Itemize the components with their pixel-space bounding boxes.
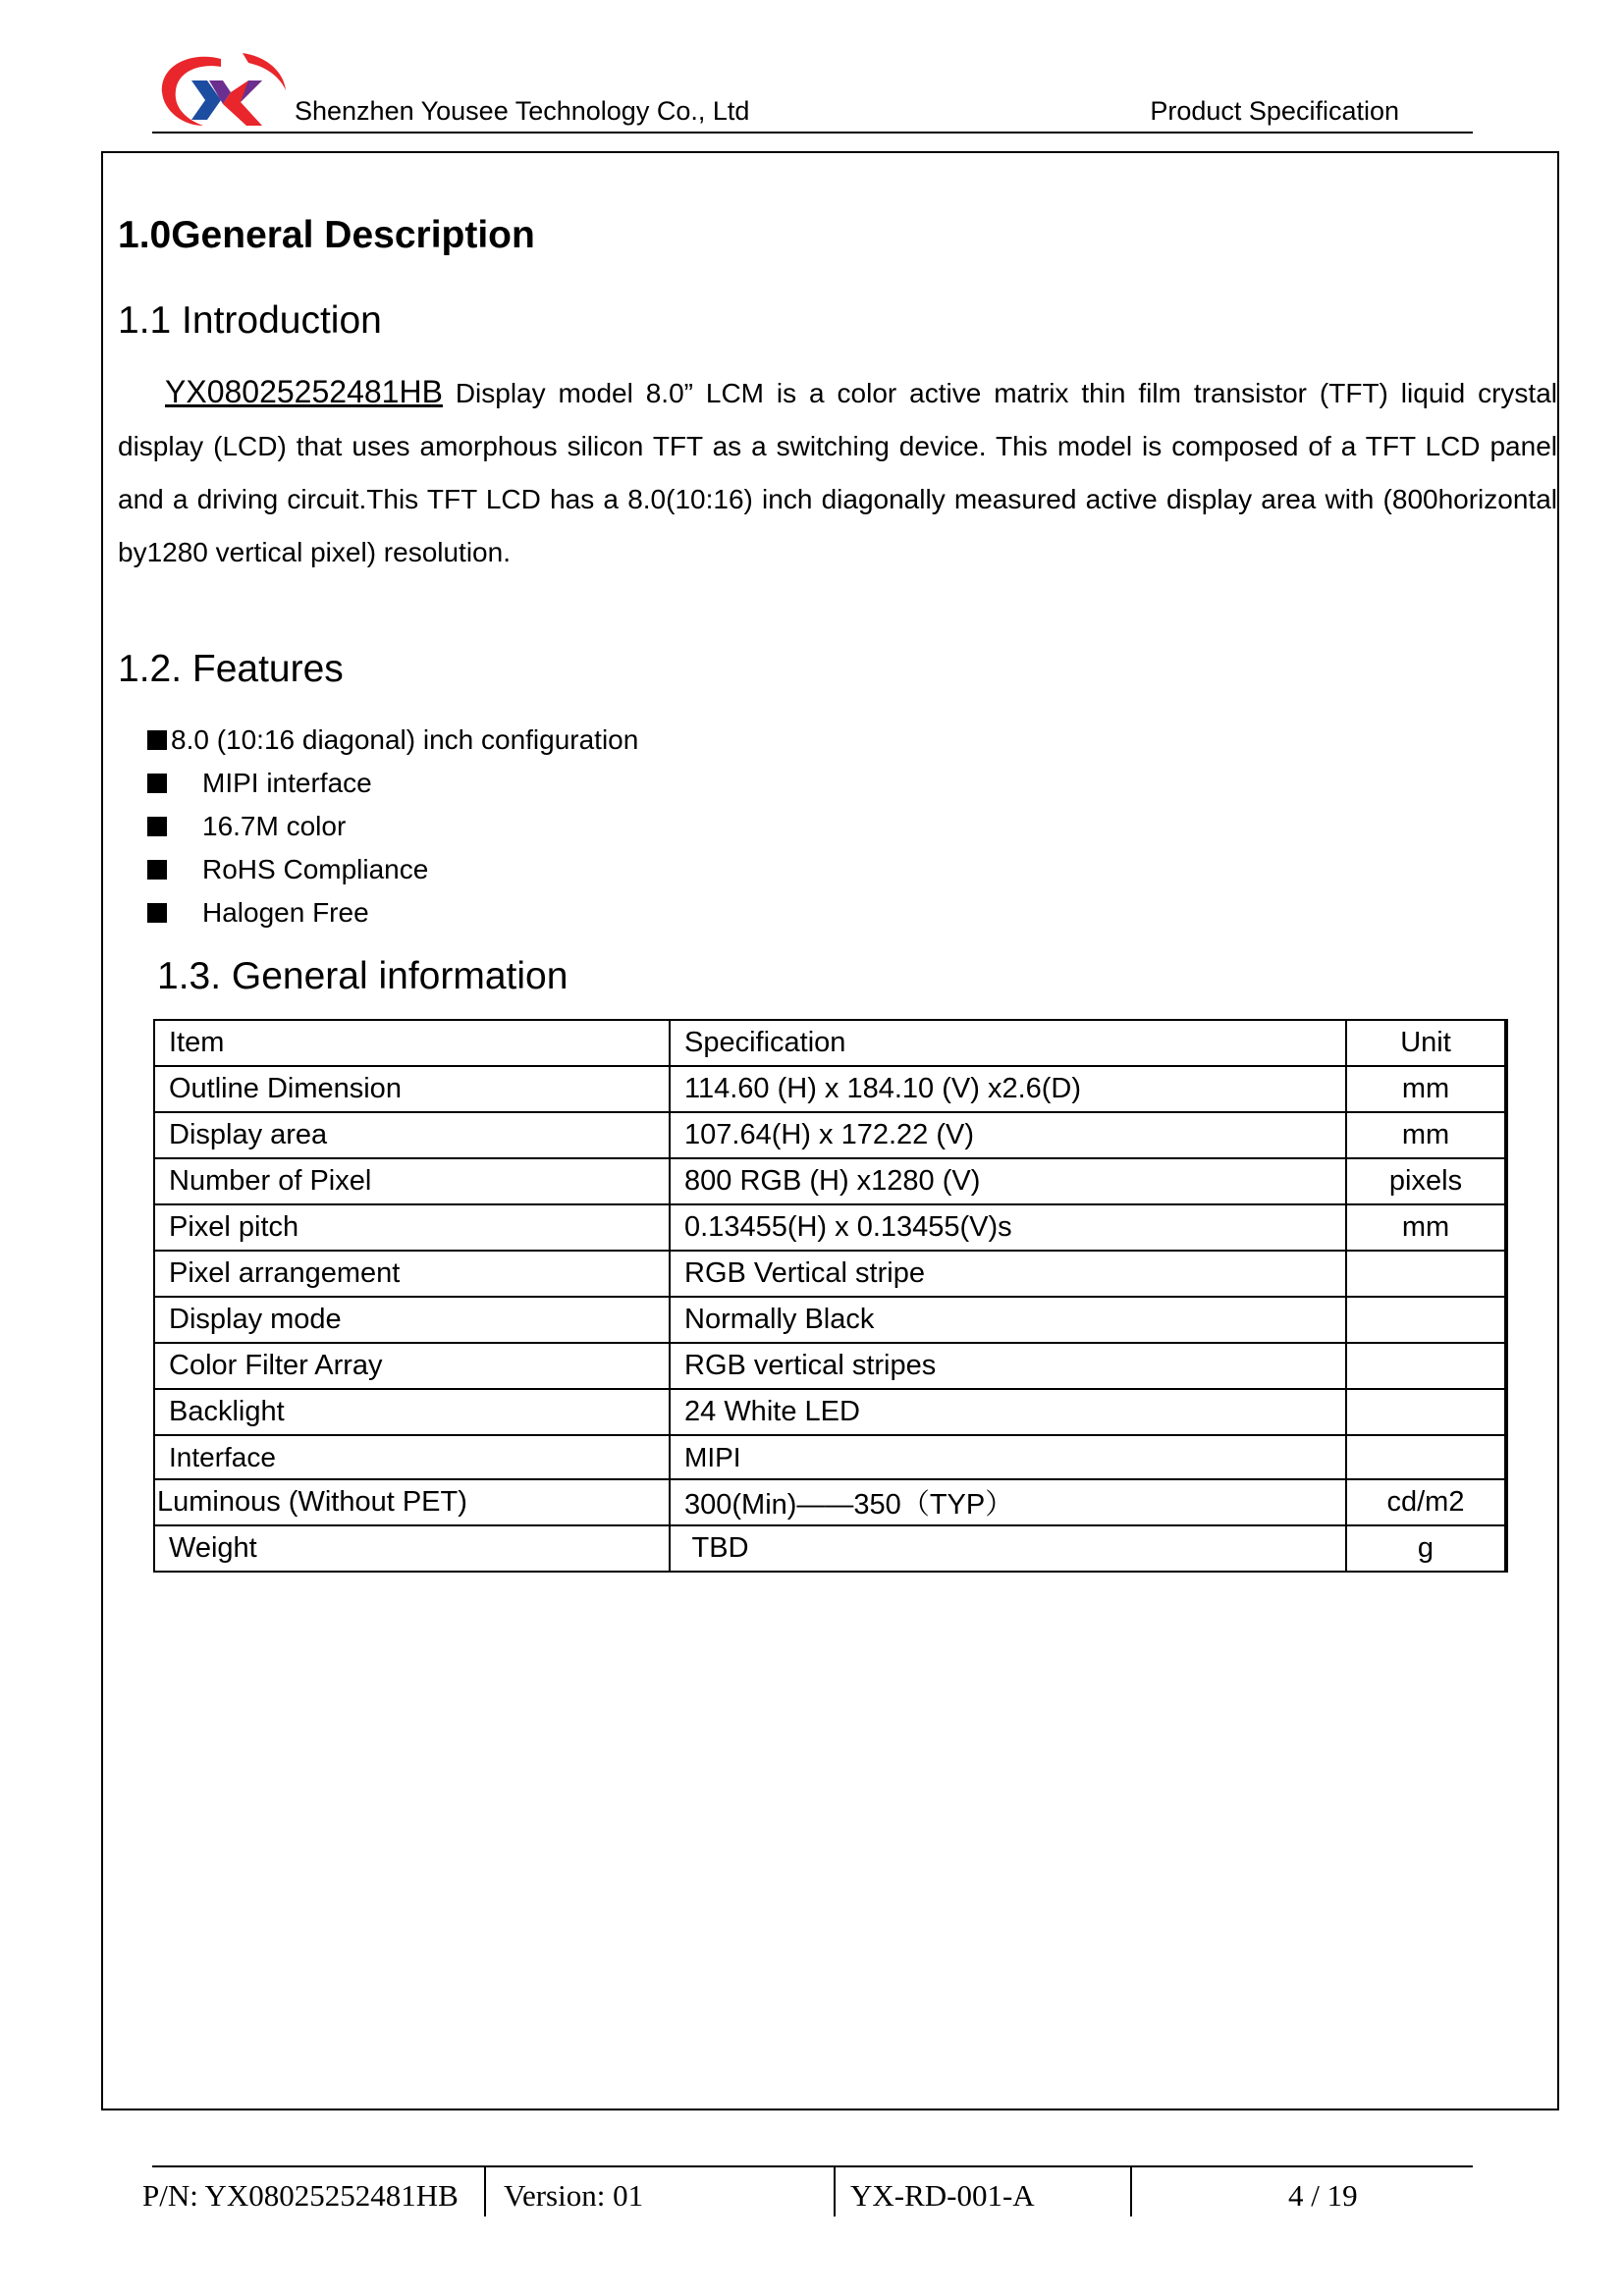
company-logo [152, 47, 290, 130]
document-type: Product Specification [1150, 96, 1399, 126]
table-row [154, 1479, 1506, 1525]
table-header-row [154, 1020, 1506, 1066]
table-row [154, 1297, 1506, 1343]
features-list [147, 719, 638, 934]
introduction-paragraph [118, 365, 1557, 579]
table-cell [1346, 1435, 1506, 1479]
square-bullet-icon [147, 774, 167, 793]
table-row [154, 1343, 1506, 1389]
table-cell: Display area [154, 1112, 670, 1158]
table-cell: 107.64(H) x 172.22 (V) [670, 1112, 1346, 1158]
table-row [154, 1158, 1506, 1204]
table-row [154, 1112, 1506, 1158]
table-cell: RGB Vertical stripe [670, 1251, 1346, 1297]
table-cell [1346, 1389, 1506, 1435]
table-cell: g [1346, 1525, 1506, 1572]
table-cell [1346, 1251, 1506, 1297]
page-header [152, 47, 1473, 133]
feature-item: RoHS Compliance [147, 848, 638, 891]
page-number: 4 / 19 [1288, 2178, 1358, 2213]
table-cell: mm [1346, 1066, 1506, 1112]
table-cell: Pixel pitch [154, 1204, 670, 1251]
square-bullet-icon [147, 860, 167, 880]
table-cell: Interface [154, 1435, 670, 1479]
table-cell: 114.60 (H) x 184.10 (V) x2.6(D) [670, 1066, 1346, 1112]
part-number: P/N: YX08025252481HB [142, 2178, 459, 2213]
table-row [154, 1204, 1506, 1251]
column-header-unit: Unit [1346, 1020, 1506, 1066]
table-row [154, 1435, 1506, 1479]
general-info-table [153, 1019, 1508, 1573]
feature-item: MIPI interface [147, 762, 638, 805]
table-cell [1346, 1343, 1506, 1389]
feature-item: 16.7M color [147, 805, 638, 848]
table-cell: Color Filter Array [154, 1343, 670, 1389]
company-name: Shenzhen Yousee Technology Co., Ltd [295, 96, 750, 126]
table-row [154, 1066, 1506, 1112]
square-bullet-icon [147, 730, 167, 750]
table-cell: 300(Min)——350（TYP） [670, 1479, 1346, 1525]
table-row [154, 1525, 1506, 1572]
table-cell: cd/m2 [1346, 1479, 1506, 1525]
table-cell: Luminous (Without PET) [154, 1479, 670, 1525]
table-cell: mm [1346, 1204, 1506, 1251]
column-header-item: Item [154, 1020, 670, 1066]
features-heading: 1.2. Features [118, 648, 344, 690]
document-code: YX-RD-001-A [850, 2178, 1035, 2213]
table-cell: RGB vertical stripes [670, 1343, 1346, 1389]
table-row [154, 1251, 1506, 1297]
table-cell: MIPI [670, 1435, 1346, 1479]
table-cell: Normally Black [670, 1297, 1346, 1343]
table-cell: 800 RGB (H) x1280 (V) [670, 1158, 1346, 1204]
table-cell: Number of Pixel [154, 1158, 670, 1204]
table-cell: Weight [154, 1525, 670, 1572]
table-cell: pixels [1346, 1158, 1506, 1204]
table-cell: Pixel arrangement [154, 1251, 670, 1297]
table-cell: 24 White LED [670, 1389, 1346, 1435]
table-cell: Outline Dimension [154, 1066, 670, 1112]
square-bullet-icon [147, 903, 167, 923]
table-cell: Backlight [154, 1389, 670, 1435]
model-number: YX08025252481HB [165, 374, 443, 409]
table-cell: Display mode [154, 1297, 670, 1343]
page-footer [0, 2167, 1624, 2216]
general-info-heading: 1.3. General information [157, 955, 568, 997]
feature-item: Halogen Free [147, 891, 638, 934]
table-cell [1346, 1297, 1506, 1343]
table-cell: mm [1346, 1112, 1506, 1158]
table-cell: 0.13455(H) x 0.13455(V)s [670, 1204, 1346, 1251]
table-row [154, 1389, 1506, 1435]
table-cell: TBD [670, 1525, 1346, 1572]
square-bullet-icon [147, 817, 167, 836]
section-title: 1.0General Description [118, 214, 535, 256]
column-header-specification: Specification [670, 1020, 1346, 1066]
introduction-text: Display model 8.0” LCM is a color active matrix thin film transistor (TFT) liquid crystal display (LCD) that uses amorphous silicon TFT as a switching device. This model is composed of a TFT LCD panel and a driving circuit.This TFT LCD has a 8.0(10:16) inch diagonally measured active display area with (800horizontal by1280 vertical pixel) resolution. [118, 378, 1557, 567]
introduction-heading: 1.1 Introduction [118, 299, 382, 342]
feature-item: 8.0 (10:16 diagonal) inch configuration [147, 719, 638, 762]
version: Version: 01 [504, 2178, 644, 2213]
